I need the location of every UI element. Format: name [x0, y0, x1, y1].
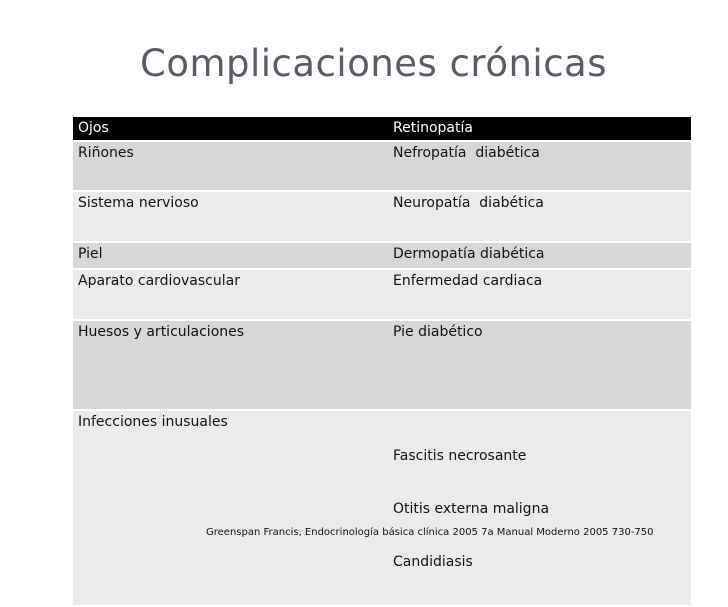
complication-cell: Enfermedad cardiaca — [388, 269, 691, 320]
table-row — [73, 410, 691, 606]
organ-cell: Ojos — [73, 117, 388, 141]
organ-cell: Piel — [73, 242, 388, 269]
complication-cell — [388, 410, 691, 606]
organ-cell: Sistema nervioso — [73, 191, 388, 242]
table-row — [73, 191, 691, 242]
organ-cell: Huesos y articulaciones — [73, 320, 388, 410]
complication-cell: Retinopatía — [388, 117, 691, 141]
complication-line: Otitis externa maligna — [393, 501, 550, 517]
table-row — [73, 141, 691, 191]
organ-cell: Riñones — [73, 141, 388, 191]
organ-cell: Infecciones inusuales — [73, 410, 388, 606]
complication-cell: Neuropatía diabética — [388, 191, 691, 242]
complication-cell: Pie diabético — [388, 320, 691, 410]
table-row — [73, 320, 691, 410]
complication-cell: Dermopatía diabética — [388, 242, 691, 269]
table-row — [73, 269, 691, 320]
table-row — [73, 117, 691, 141]
complication-line: Candidiasis — [393, 554, 473, 570]
complication-line: Fascitis necrosante — [393, 448, 527, 464]
complication-cell: Nefropatía diabética — [388, 141, 691, 191]
slide-title: Complicaciones crónicas — [140, 42, 607, 85]
organ-cell: Aparato cardiovascular — [73, 269, 388, 320]
table-row — [73, 242, 691, 269]
reference-citation: Greenspan Francis, Endocrinología básica clínica 2005 7a Manual Moderno 2005 730-750 — [206, 527, 654, 538]
